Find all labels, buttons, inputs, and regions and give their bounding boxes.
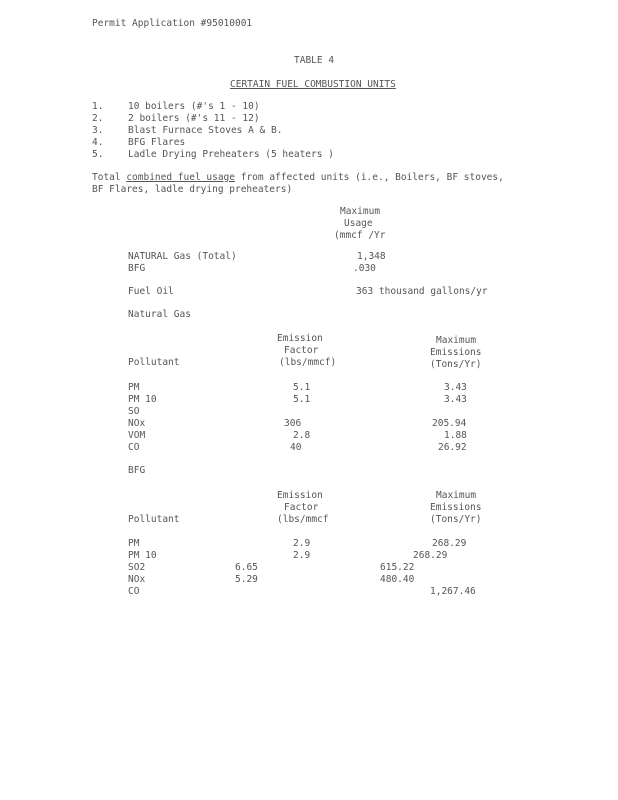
ng-factor: 306 [284,418,302,429]
bfg-factor: 2.9 [293,538,311,549]
bfg-factor-header-2: Factor [284,502,319,513]
list-item: 2 boilers (#'s 11 - 12) [128,113,260,124]
bfg-max: 615.22 [380,562,415,573]
permit-header: Permit Application #95010001 [92,18,253,29]
bfg-max-header-2: Emissions [430,502,482,513]
bfg-factor: 2.9 [293,550,311,561]
bfg-factor-header-3: (lbs/mmcf [277,514,329,525]
bfg-max: 268.29 [432,538,467,549]
bfg-pollutant: NOx [128,574,146,585]
ng-pollutant: PM [128,382,140,393]
intro-line-1 [92,172,504,184]
ng-max: 26.92 [438,442,467,453]
ng-max: 3.43 [444,382,467,393]
ng-pollutant: PM 10 [128,394,157,405]
ng-max: 1.88 [444,430,467,441]
fuel-name: BFG [128,263,146,274]
intro-suffix: from affected units (i.e., Boilers, BF stoves, [235,172,504,183]
intro-line-2: BF Flares, ladle drying preheaters) [92,184,293,195]
ng-factor-header-2: Factor [284,345,319,356]
fuel-oil-value: 363 thousand gallons/yr [356,286,488,297]
list-item: BFG Flares [128,137,186,148]
bfg-pollutant-header: Pollutant [128,514,180,525]
fuel-name: NATURAL Gas (Total) [128,251,237,262]
bfg-factor: 5.29 [235,574,258,585]
bfg-title: BFG [128,465,146,476]
list-item: 10 boilers (#'s 1 - 10) [128,101,260,112]
fuel-value: 1,348 [357,251,386,262]
ng-factor: 2.8 [293,430,311,441]
ng-max: 3.43 [444,394,467,405]
bfg-max: 480.40 [380,574,415,585]
bfg-pollutant: SO2 [128,562,146,573]
natural-gas-title: Natural Gas [128,309,191,320]
bfg-max: 268.29 [413,550,448,561]
list-item-num: 1. [92,101,104,112]
list-item-num: 2. [92,113,104,124]
ng-max: 205.94 [432,418,467,429]
bfg-pollutant: CO [128,586,140,597]
bfg-max-header-3: (Tons/Yr) [430,514,482,525]
table-subtitle: CERTAIN FUEL COMBUSTION UNITS [230,79,396,90]
list-item-num: 4. [92,137,104,148]
ng-max-header-3: (Tons/Yr) [430,359,482,370]
ng-pollutant: CO [128,442,140,453]
ng-factor: 5.1 [293,382,311,393]
list-item: Blast Furnace Stoves A & B. [128,125,283,136]
bfg-max-header-1: Maximum [436,490,477,501]
bfg-factor: 6.65 [235,562,258,573]
usage-header-1: Maximum [340,206,381,217]
table-title: TABLE 4 [294,55,335,66]
fuel-value: .030 [353,263,376,274]
ng-pollutant: SO [128,406,140,417]
ng-factor-header-3: (lbs/mmcf) [279,357,337,368]
bfg-pollutant: PM [128,538,140,549]
bfg-factor-header-1: Emission [277,490,323,501]
intro-prefix: Total [92,172,127,183]
ng-factor-header-1: Emission [277,333,323,344]
ng-factor: 5.1 [293,394,311,405]
ng-max-header-1: Maximum [436,335,477,346]
list-item: Ladle Drying Preheaters (5 heaters ) [128,149,334,160]
usage-header-2: Usage [344,218,373,229]
ng-max-header-2: Emissions [430,347,482,358]
list-item-num: 3. [92,125,104,136]
intro-underlined: combined fuel usage [126,172,235,183]
ng-factor: 40 [290,442,302,453]
fuel-oil-name: Fuel Oil [128,286,174,297]
ng-pollutant: VOM [128,430,146,441]
ng-pollutant-header: Pollutant [128,357,180,368]
ng-pollutant: NOx [128,418,146,429]
bfg-max: 1,267.46 [430,586,476,597]
list-item-num: 5. [92,149,104,160]
bfg-pollutant: PM 10 [128,550,157,561]
usage-header-3: (mmcf /Yr [334,230,386,241]
